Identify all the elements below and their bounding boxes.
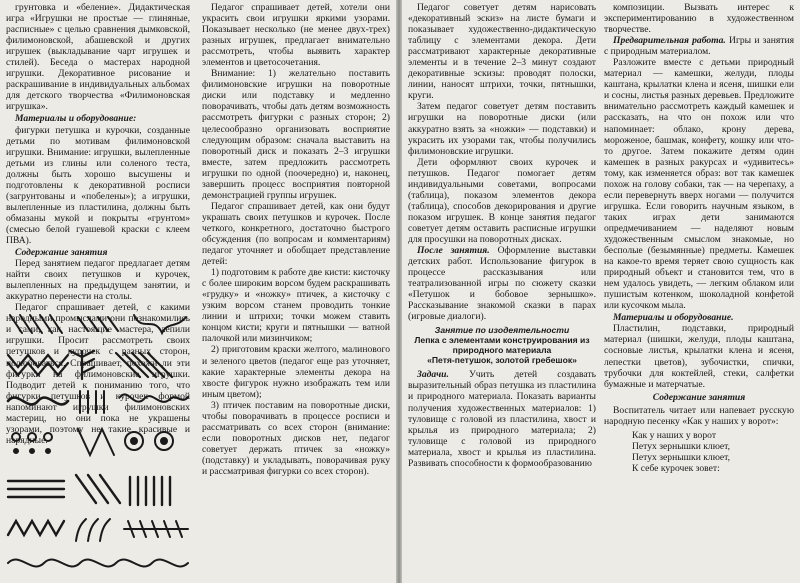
ornament-herringbone (8, 351, 172, 379)
lesson-title-block (408, 325, 596, 365)
paragraph: фигурки петушка и курочки, созданные детьми по мотивам филимоновской игрушки. Внимание: игрушки, вылепленные детьми из глины или соленого теста, должны быть хорошо высушены и подготовлены к декоративной росписи (загрунтованы и «побелены»); а игрушки, вылепленные из пластилина, должны быть обмазаны мукой и покрыты «грунтом» (смесью белой гуашевой краски с клеем ПВА). (6, 124, 190, 246)
paragraph: грунтовка и «беление». Дидактическая игра «Игрушки не простые — глиняные, расписные» с целью сравнения дымковской, филимоновской, абашевской и других игрушек (выкладывание чарт игрушек и стилей). Беседа о мастерах народной игрушки. Декоративное рисование и раскрашивание в индивидуальных альбомах для детского творчества «Филимоновская игрушка». (6, 2, 190, 113)
paragraph: 2) приготовим краски желтого, малинового и зеленого цветов (педагог еще раз уточняет, какие характерные элементы декора на хвосте фигурок нужно изображать тем или иным цветом); (202, 344, 390, 400)
ornament-patterns-illustration (4, 305, 194, 581)
paragraph: Перед занятием педагог предлагает детям найти своих петушков и курочек, вылепленных на предыдущем занятии, и аккуратно перенести на столы. (6, 258, 190, 303)
ornament-hatch-strip (10, 315, 186, 333)
right-page (402, 0, 800, 583)
ornament-zigzag (8, 519, 188, 541)
song-line: Петух зернышки клюет, (632, 440, 730, 452)
paragraph-text: Оформление выставки детских работ. Использование фигурок в процессе рассказывания или театрализованной игры по сюжету сказки «Петушок и бобовое зернышко». Рассказывание знакомой сказки в парах (игровые диалоги). (408, 245, 596, 323)
lesson-title-line: «Петя-петушок, золотой гребешок» (427, 355, 577, 366)
paragraph: Разложите вместе с детьми природный материал — камешки, желуди, плоды каштана, крылатки клена и ясеня, шишки ели и сосны, листья разных деревьев. Предложите внимательно рассмотреть каждый камешек и рассказать, на что он похож или что напоминает: облако, крону дерева, мороженое, башмак, конфету, кошку или что-то другое. Затем покажите детям один камешек в разных ракурсах и «удивитесь» тому, как изменяется образ: вот так камешек похож на голову собаки, так — на черепаху, а если перевернуть вверх ногами — получится игрушка. Если говорить научным языком, в таких играх дети занимаются опредмечиванием — наделяют новым художественным смыслом знакомые, но бесполые (безымянные) предметы. Камешек на какое-то время теряет свою сущность как природный объект и становится тем, что в нем удалось увидеть, — легким облаком или пушистым котенком, шоколадной конфетой или кусочком мыла. (604, 57, 794, 312)
right-column-2 (604, 2, 794, 583)
section-heading: Материалы и оборудование. (613, 312, 734, 324)
ornament-waves (8, 391, 188, 413)
paragraph: Педагог спрашивает детей, хотели они украсить свои игрушки яркими узорами. Показывает несколько (не менее двух-трех) разных игрушек, предлагает внимательно рассмотреть, чтобы выявить характер элементов и цветосочетания. (202, 2, 390, 69)
paragraph: Педагог спрашивает детей, с какими народными промыслами они познакомились и сами, как настоящие мастера, лепили игрушки. Просит рассмотреть своих петушков и курочек с разных сторон, полюбоваться. Спрашивает, похожи ли эти фигурки на филимоновские игрушки. Подводит детей к пониманию того, что фигурки петушков и курочек формой напоминают игрушки филимоновских мастериц, но они пока не украшены узорами, поэтому не такие красивые и нарядные. (6, 302, 190, 446)
paragraph (408, 245, 596, 322)
song-line: Петух зернышки клюет, (632, 451, 730, 463)
ornament-bottom-strip (8, 560, 188, 567)
paragraph: Внимание: 1) желательно поставить филимоновские игрушки на поворотные диски или подставку и медленно поворачивать, чтобы дать детям возможность рассмотреть фигурки с разных сторон; 2) целесообразно организовать восприятие следующим образом: сначала выставить на поворотный диск и показать 2–3 игрушки вместе, затем предложить рассмотреть игрушки по одной (поочередно) и, наконец, завершить процесс восприятия повторной демонстрацией группы игрушек. (202, 68, 390, 201)
section-heading: Содержание занятия (15, 247, 108, 259)
paragraph: 3) птичек поставим на поворотные диски, чтобы поворачивать в процессе росписи и рассматривать со всех сторон (внимание: если поворотных дисков нет, педагог советует держать птичек за «ножку» (подставку) и укладывать, поворачивая руку и рассматривая фигурки со всех сторон). (202, 399, 390, 477)
ornament-dots (12, 429, 173, 455)
paragraph-text: Игры и занятия с природным материалом. (604, 35, 794, 58)
song-line: К себе курочек зовет: (632, 462, 720, 474)
song-line: Как у наших у ворот (632, 429, 717, 441)
section-heading: Материалы и оборудование: (15, 113, 137, 125)
paragraph: Дети оформляют своих курочек и петушков. Педагог помогает детям индивидуальными советами, вопросами (таблица), показом элементов декора (таблица), способов декорирования и другие показом игрушек. В конце занятия педагог советует детям оставить расписные игрушки для просушки на поворотных дисках. (408, 156, 596, 245)
inline-heading: Задачи. (417, 369, 449, 381)
lesson-title-line: Занятие по изодеятельности (434, 325, 570, 336)
section-heading: Содержание занятия (652, 391, 746, 403)
left-page (0, 0, 396, 583)
inline-heading: После занятия. (417, 245, 490, 257)
paragraph: композиции. Вызвать интерес к экспериментированию в художественном творчестве. (604, 2, 794, 36)
paragraph: 1) подготовим к работе две кисти: кисточку с более широким ворсом будем раскрашивать «грудку» и «ножку» птичек, а кисточку с узким ворсом станем проводить тонкие линии и штрихи; точки можем ставить концом кисти; круги и пятнышки — ватной палочкой или мизинчиком; (202, 267, 390, 345)
paragraph: Педагог советует детям нарисовать «декоративный эскиз» на листе бумаги и показывает художественно-дидактическую таблицу с элементами декора. Дети рассматривают характерные декоративные элементы и в течение 2–3 минут создают декоративные эскизы: проводят полоски, линии, наносят штрихи, точки, пятнышки, круги. (408, 2, 596, 102)
paragraph: Пластилин, подставки, природный материал (шишки, желуди, плоды каштана, сосновые листья, крылатки клена и ясеня, лепестки цветов), зубочистки, спички, трубочки для коктейлей, стеки, салфетки бумажные и матерчатые. (604, 323, 794, 390)
inline-heading: Предварительная работа. (613, 35, 726, 47)
paragraph: Воспитатель читает или напевает русскую народную песенку «Как у наших у ворот»: (604, 404, 794, 427)
paragraph: Затем педагог советует детям поставить игрушки на поворотные диски (или аккуратно взять за «ножки» — подставки) и украсить их узорами так, чтобы получились филимоновские игрушки. (408, 101, 596, 157)
ornament-stripes (8, 475, 170, 505)
song-verse (632, 430, 794, 474)
paragraph (604, 35, 794, 57)
right-column-1 (408, 2, 596, 583)
paragraph (408, 369, 596, 468)
left-column-2 (202, 2, 390, 583)
lesson-title-line: Лепка с элементами конструирования из природного материала (414, 335, 590, 356)
paragraph-text: Учить детей создавать выразительный образ петушка из пластилина и природного материала. Показать варианты получения художественных материалов: 1) туловище с головой из пластилина, хвост и крылья из природного материала; 2) туловище с головой из природного материала, хвост и крылья из пластилина. Развивать способности к формообразованию (408, 369, 596, 469)
left-column-1 (6, 2, 190, 446)
paragraph: Педагог спрашивает детей, как они будут украшать своих петушков и курочек. После четкого, конкретного, достаточно быстрого обсуждения (по вопросам и комментариям) педагог уточняет и обобщает представление детей: (202, 200, 390, 268)
